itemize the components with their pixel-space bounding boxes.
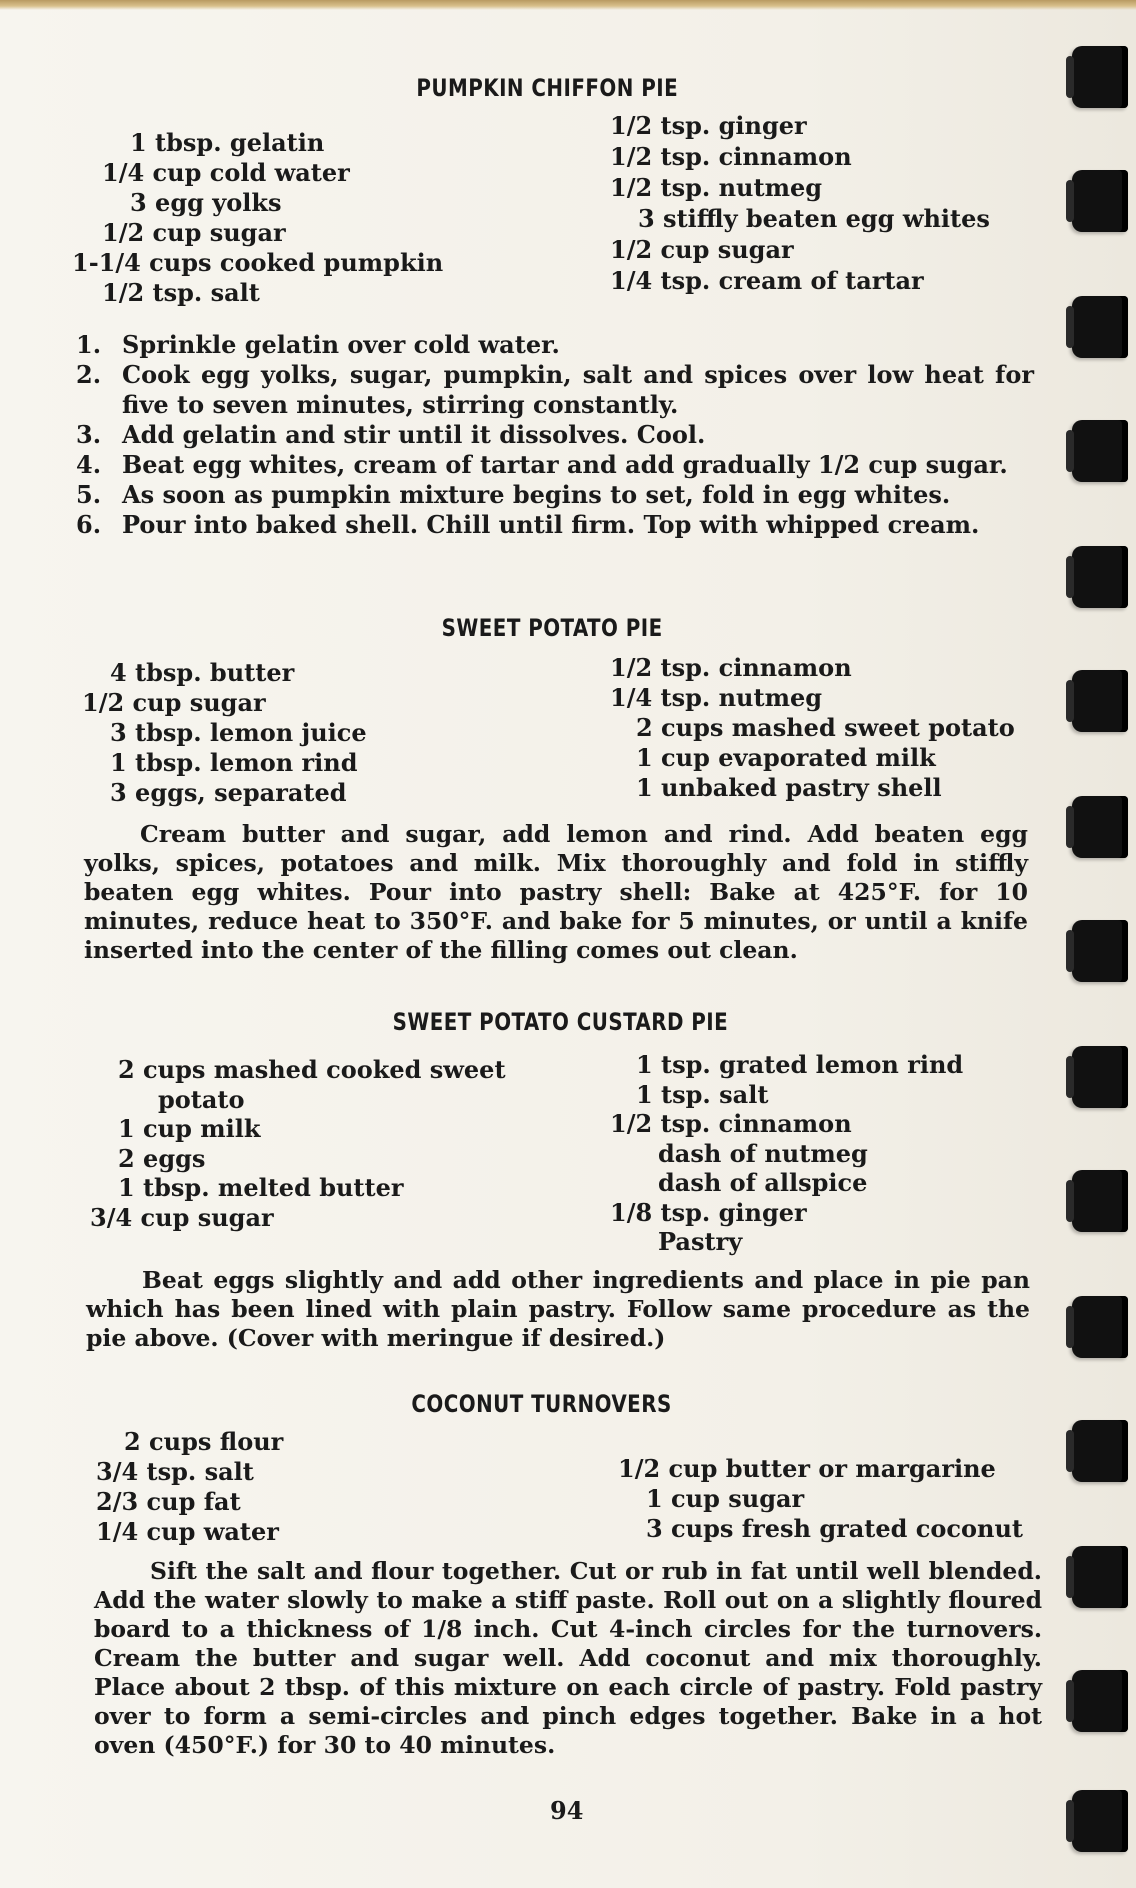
binding-ring (1072, 1546, 1128, 1608)
ingredient: 1 unbaked pastry shell (636, 773, 942, 802)
ingredient: 1/2 tsp. nutmeg (610, 173, 823, 202)
ingredient: 1 tsp. grated lemon rind (636, 1050, 964, 1079)
ingredient: 1 tbsp. lemon rind (110, 748, 358, 777)
ingredient: 1 cup milk (118, 1114, 261, 1143)
step-number: 4. (76, 450, 102, 479)
ingredients-right (610, 110, 990, 296)
ingredient: 2 cups mashed cooked sweet (118, 1055, 506, 1084)
spiral-binding (1066, 0, 1136, 1888)
ingredient: 1 tbsp. gelatin (130, 128, 325, 157)
binding-ring (1072, 1670, 1128, 1732)
ingredients-left (96, 1427, 283, 1547)
binding-ring (1072, 796, 1128, 858)
ingredient: 2/3 cup fat (96, 1487, 241, 1516)
ingredient: 1/2 cup sugar (610, 235, 794, 264)
ingredient: 3 egg yolks (130, 188, 282, 217)
ingredients-left (82, 658, 367, 808)
step-item (76, 420, 1034, 450)
ingredients-right (610, 1050, 963, 1257)
ingredient: 2 eggs (118, 1143, 206, 1173)
step-item (76, 450, 1034, 480)
recipe-title: PUMPKIN CHIFFON PIE (416, 74, 679, 102)
step-number: 6. (76, 510, 102, 539)
recipe-title: SWEET POTATO PIE (441, 614, 663, 642)
step-text: Beat egg whites, cream of tartar and add gradually 1/2 cup sugar. (122, 450, 1008, 479)
ingredient: 1 tsp. salt (636, 1079, 769, 1109)
ingredient: dash of allspice (658, 1168, 868, 1197)
ingredient: 3/4 tsp. salt (96, 1457, 254, 1486)
step-number: 5. (76, 480, 102, 509)
binding-ring (1072, 1170, 1128, 1232)
binding-ring (1072, 1046, 1128, 1108)
ingredients-left (72, 128, 443, 308)
ingredients-right (618, 1454, 1023, 1544)
step-text: As soon as pumpkin mixture begins to set, fold in egg whites. (122, 480, 951, 509)
step-item (76, 330, 1034, 360)
step-number: 1. (76, 330, 102, 359)
binding-ring (1072, 920, 1128, 982)
step-text: Sprinkle gelatin over cold water. (122, 330, 560, 359)
ingredient: 3 cups fresh grated coconut (646, 1514, 1024, 1543)
ingredient: 1 cup sugar (646, 1484, 805, 1513)
ingredient: 1/2 cup butter or margarine (618, 1454, 996, 1483)
ingredient: 2 cups flour (124, 1427, 284, 1456)
binding-ring (1072, 296, 1128, 358)
ingredient: dash of nutmeg (658, 1138, 868, 1168)
ingredient: 1/4 tsp. cream of tartar (610, 266, 924, 295)
binding-ring (1072, 170, 1128, 232)
recipe-steps (76, 330, 1034, 540)
binding-ring (1072, 670, 1128, 732)
step-number: 2. (76, 360, 102, 389)
ingredient: 1/4 cup cold water (102, 158, 350, 187)
recipe-title: COCONUT TURNOVERS (411, 1390, 672, 1418)
ingredient: 1/2 cup sugar (102, 218, 286, 247)
ingredient: 1/2 tsp. ginger (610, 111, 807, 140)
binding-ring (1072, 1420, 1128, 1482)
binding-ring (1072, 1790, 1128, 1852)
ingredients-right (610, 653, 1015, 803)
ingredients-left (90, 1055, 506, 1232)
binding-ring (1072, 1296, 1128, 1358)
ingredient: 1/2 tsp. cinnamon (610, 653, 852, 682)
ingredient: 1/4 tsp. nutmeg (610, 683, 823, 712)
ingredient: 1-1/4 cups cooked pumpkin (72, 248, 444, 277)
ingredient: 1 tbsp. melted butter (118, 1173, 404, 1202)
ingredient: Pastry (658, 1227, 743, 1256)
recipe-title: SWEET POTATO CUSTARD PIE (392, 1008, 729, 1036)
step-text: Add gelatin and stir until it dissolves. Cool. (122, 420, 706, 449)
ingredient: 3/4 cup sugar (90, 1202, 274, 1232)
ingredient: 1/2 cup sugar (82, 688, 266, 717)
step-text: Cook egg yolks, sugar, pumpkin, salt and spices over low heat for five to seven minutes, stirring constantly. (122, 360, 1034, 419)
ingredient: 1/4 cup water (96, 1517, 279, 1546)
ingredient: 1/2 tsp. cinnamon (610, 142, 852, 171)
binding-ring (1072, 46, 1128, 108)
step-number: 3. (76, 420, 102, 449)
step-item (76, 480, 1034, 510)
ingredient: 1/2 tsp. salt (102, 278, 260, 307)
ingredient: 2 cups mashed sweet potato (636, 713, 1015, 742)
binding-ring (1072, 420, 1128, 482)
recipe-directions: Beat eggs slightly and add other ingredients and place in pie pan which has been lined with plain pastry. Follow same procedure as the pie above. (Cover with meringue if desired.) (86, 1266, 1030, 1352)
ingredient: 3 stiffly beaten egg whites (638, 204, 990, 233)
recipe-directions: Sift the salt and flour together. Cut or rub in fat until well blended. Add the water slowly to make a stiff paste. Roll out on a slightly floured board to a thickness of 1/8 inch. Cut 4-inch circles for the turnovers. Cream the butter and sugar well. Add coconut and mix thoroughly. Place about 2 tbsp. of this mixture on each circle of pastry. Fold pastry over to form a semi-circles and pinch edges together. Bake in a hot oven (450°F.) for 30 to 40 minutes. (94, 1557, 1042, 1759)
step-text: Pour into baked shell. Chill until firm. Top with whipped cream. (122, 510, 980, 539)
ingredient: 4 tbsp. butter (110, 658, 295, 687)
page-top-edge (0, 0, 1136, 10)
ingredient: 1 cup evaporated milk (636, 743, 936, 772)
ingredient: 1/2 tsp. cinnamon (610, 1109, 852, 1138)
binding-ring (1072, 546, 1128, 608)
ingredient: 3 eggs, separated (110, 778, 347, 807)
ingredient: 3 tbsp. lemon juice (110, 718, 367, 747)
ingredient: potato (158, 1084, 245, 1114)
step-item (76, 510, 1034, 540)
recipe-directions: Cream butter and sugar, add lemon and rind. Add beaten egg yolks, spices, potatoes and milk. Mix thoroughly and fold in stiffly beaten egg whites. Pour into pastry shell: Bake at 425°F. for 10 minutes, reduce heat to 350°F. and bake for 5 minutes, or until a knife inserted into the center of the filling comes out clean. (84, 820, 1028, 964)
step-item (76, 360, 1034, 420)
page-number: 94 (550, 1796, 584, 1825)
ingredient: 1/8 tsp. ginger (610, 1197, 807, 1227)
